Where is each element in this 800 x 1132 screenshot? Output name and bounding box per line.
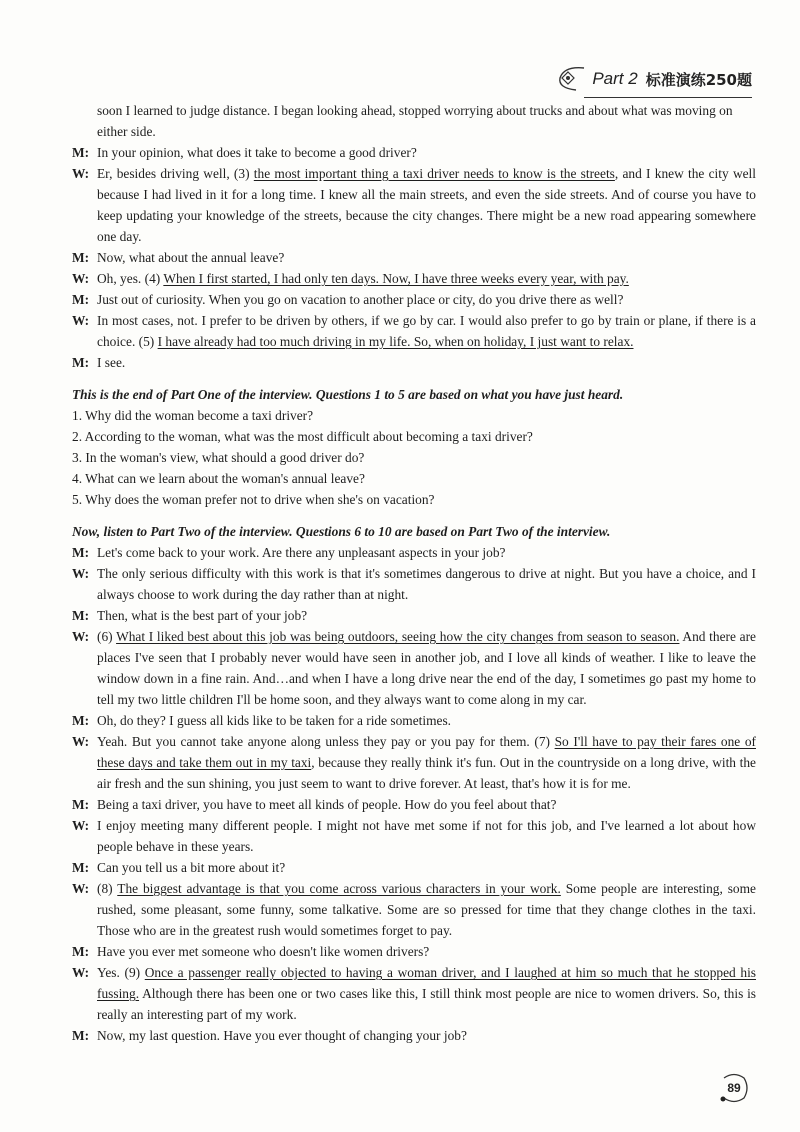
dialogue-segment: Can you tell us a bit more about it?: [97, 860, 286, 875]
underlined-answer-text: the most important thing a taxi driver needs to know is the streets: [253, 166, 615, 181]
dialogue-text: [97, 626, 756, 710]
intro-continuation: [72, 100, 756, 142]
dialogue-text: [97, 163, 756, 247]
dialogue-turn: [72, 626, 756, 710]
dialogue-text: [97, 857, 756, 878]
dialogue-segment: , because they really think it's fun. Out in the countryside on a long drive, with the air fresh and the sun shining, you just seem to want to drive forever. At least, that's how it is for me.: [97, 755, 756, 791]
speaker-label: M:: [72, 944, 90, 959]
underlined-answer-text: What I liked best about this job was being outdoors, seeing how the city changes from season to season.: [116, 629, 680, 644]
speaker-label: M:: [72, 713, 90, 728]
dialogue-segment: Just out of curiosity. When you go on vacation to another place or city, do you drive there as well?: [97, 292, 624, 307]
underlined-answer-text: So I'll have to pay their fares one of these days and take them out in my taxi: [97, 734, 756, 770]
speaker-label: M:: [72, 860, 90, 875]
underlined-answer-text: Once a passenger really objected to having a woman driver, and I laughed at him so much that he stopped his fussing.: [97, 965, 757, 1001]
dialogue-segment: Some people are interesting, some rushed, some pleasant, some funny, some talkative. Some are so pressed for time that they change clothes in the taxi. Those who are in the greatest rush would sometimes forget to pay.: [97, 881, 756, 938]
dialogue-text: [97, 352, 756, 373]
transcript: [72, 100, 756, 1046]
dialogue-turn: [72, 878, 756, 941]
dialogue-text: [97, 878, 756, 941]
dialogue-segment: Although there has been one or two cases like this, I still think most people are nice to women drivers. So, this is really an interesting part of my work.: [97, 986, 756, 1022]
dialogue-segment: Now, what about the annual leave?: [97, 250, 285, 265]
page-number: [716, 1070, 752, 1106]
logo-emblem: [554, 64, 590, 94]
dialogue-segment: The only serious difficulty with this work is that it's sometimes dangerous to drive at night. But you have a choice, and I always choose to work during the day rather than at night.: [97, 566, 756, 602]
question-item: 2. According to the woman, what was the most difficult about becoming a taxi driver?: [72, 429, 533, 444]
dialogue-text: [97, 247, 756, 268]
dialogue-segment: I see.: [97, 355, 126, 370]
dialogue-segment: Have you ever met someone who doesn't like women drivers?: [97, 944, 430, 959]
header-series: 标准演练250题: [645, 70, 752, 89]
question-item: 5. Why does the woman prefer not to drive when she's on vacation?: [72, 492, 435, 507]
dialogue-turn: [72, 605, 756, 626]
dialogue-text: [97, 542, 756, 563]
dialogue-turn: [72, 247, 756, 268]
dialogue-text: [97, 268, 756, 289]
dialogue-text: [97, 710, 756, 731]
dialogue-segment: In your opinion, what does it take to become a good driver?: [97, 145, 417, 160]
question-list: [72, 405, 756, 510]
question-item: 4. What can we learn about the woman's annual leave?: [72, 471, 365, 486]
dialogue-segment: (6): [97, 629, 117, 644]
page-number-text: 89: [727, 1081, 741, 1095]
dialogue-segment: I enjoy meeting many different people. I might not have met some if not for this job, and I've learned a lot about how people behave in these years.: [97, 818, 756, 854]
speaker-label: M:: [72, 545, 90, 560]
speaker-label: M:: [72, 292, 90, 307]
instruction-part-two: Now, listen to Part Two of the interview. Questions 6 to 10 are based on Part Two of the interview.: [72, 524, 611, 539]
dialogue-turn: [72, 941, 756, 962]
dialogue-segment: Now, my last question. Have you ever thought of changing your job?: [97, 1028, 467, 1043]
dialogue-turn: [72, 352, 756, 373]
dialogue-segment: Oh, do they? I guess all kids like to be taken for a ride sometimes.: [97, 713, 452, 728]
dialogue-segment: Yes. (9): [97, 965, 145, 980]
question-item: 3. In the woman's view, what should a good driver do?: [72, 450, 365, 465]
intro-line: soon I learned to judge distance. I began looking ahead, stopped worrying about trucks and about what was moving on either side.: [97, 103, 733, 139]
speaker-label: M:: [72, 1028, 90, 1043]
dialogue-text: [97, 1025, 756, 1046]
dialogue-turn: [72, 731, 756, 794]
underlined-answer-text: When I first started, I had only ten days. Now, I have three weeks every year, with pay.: [163, 271, 629, 286]
dialogue-turn: [72, 962, 756, 1025]
dialogue-segment: Oh, yes. (4): [97, 271, 164, 286]
question-item: 1. Why did the woman become a taxi driver?: [72, 408, 314, 423]
dialogue-text: [97, 962, 756, 1025]
speaker-label: W:: [72, 734, 90, 749]
dialogue-turn: [72, 1025, 756, 1046]
dialogue-segment: (8): [97, 881, 118, 896]
header-rule: [584, 97, 752, 98]
dialogue-turn: [72, 857, 756, 878]
running-header: [554, 64, 752, 94]
part-two-dialogue: [72, 542, 756, 1046]
dialogue-segment: Being a taxi driver, you have to meet all kinds of people. How do you feel about that?: [97, 797, 557, 812]
dialogue-segment: And there are places I've seen that I probably never would have seen in another job, and I love all kinds of weather. I like to leave the window down in a fine rain. And…and when I have a long drive near the end of the day, I sometimes go past my home to tell my two little children I'll be home soon, and they always want to come along in my car.: [97, 629, 756, 707]
dialogue-text: [97, 289, 756, 310]
speaker-label: M:: [72, 250, 90, 265]
dialogue-text: [97, 142, 756, 163]
speaker-label: M:: [72, 608, 90, 623]
speaker-label: M:: [72, 145, 90, 160]
dialogue-turn: [72, 794, 756, 815]
part-one-dialogue: [72, 142, 756, 373]
dialogue-text: [97, 563, 756, 605]
speaker-label: W:: [72, 965, 90, 980]
instruction-part-one: This is the end of Part One of the interview. Questions 1 to 5 are based on what you have just heard.: [72, 387, 624, 402]
speaker-label: M:: [72, 355, 90, 370]
dialogue-turn: [72, 815, 756, 857]
dialogue-turn: [72, 289, 756, 310]
underlined-answer-text: The biggest advantage is that you come across various characters in your work.: [117, 881, 561, 896]
dialogue-segment: Let's come back to your work. Are there any unpleasant aspects in your job?: [97, 545, 506, 560]
underlined-answer-text: I have already had too much driving in my life. So, when on holiday, I just want to relax.: [157, 334, 634, 349]
speaker-label: W:: [72, 881, 90, 896]
dialogue-turn: [72, 542, 756, 563]
dialogue-turn: [72, 163, 756, 247]
dialogue-turn: [72, 268, 756, 289]
header-part: Part 2: [592, 69, 638, 88]
dialogue-text: [97, 794, 756, 815]
dialogue-segment: , and I knew the city well because I had lived in it for a long time. I knew all the main streets, and even the side streets. And of course you have to keep updating your knowledge of the streets, because the city changes. There might be a new road appearing somewhere one day.: [97, 166, 756, 244]
dialogue-text: [97, 941, 756, 962]
dialogue-text: [97, 731, 756, 794]
dialogue-segment: Yeah. But you cannot take anyone along unless they pay or you pay for them. (7): [97, 734, 555, 749]
dialogue-turn: [72, 142, 756, 163]
speaker-label: M:: [72, 797, 90, 812]
speaker-label: W:: [72, 166, 90, 181]
dialogue-text: [97, 605, 756, 626]
dialogue-text: [97, 815, 756, 857]
dialogue-segment: Er, besides driving well, (3): [97, 166, 254, 181]
speaker-label: W:: [72, 271, 90, 286]
dialogue-turn: [72, 310, 756, 352]
speaker-label: W:: [72, 313, 90, 328]
speaker-label: W:: [72, 818, 90, 833]
dialogue-turn: [72, 710, 756, 731]
dialogue-text: [97, 310, 756, 352]
dialogue-segment: In most cases, not. I prefer to be driven by others, if we go by car. I would also prefer to go by train or plane, if there is a choice. (5): [97, 313, 756, 349]
speaker-label: W:: [72, 566, 90, 581]
dialogue-segment: Then, what is the best part of your job?: [97, 608, 308, 623]
speaker-label: W:: [72, 629, 90, 644]
dialogue-turn: [72, 563, 756, 605]
